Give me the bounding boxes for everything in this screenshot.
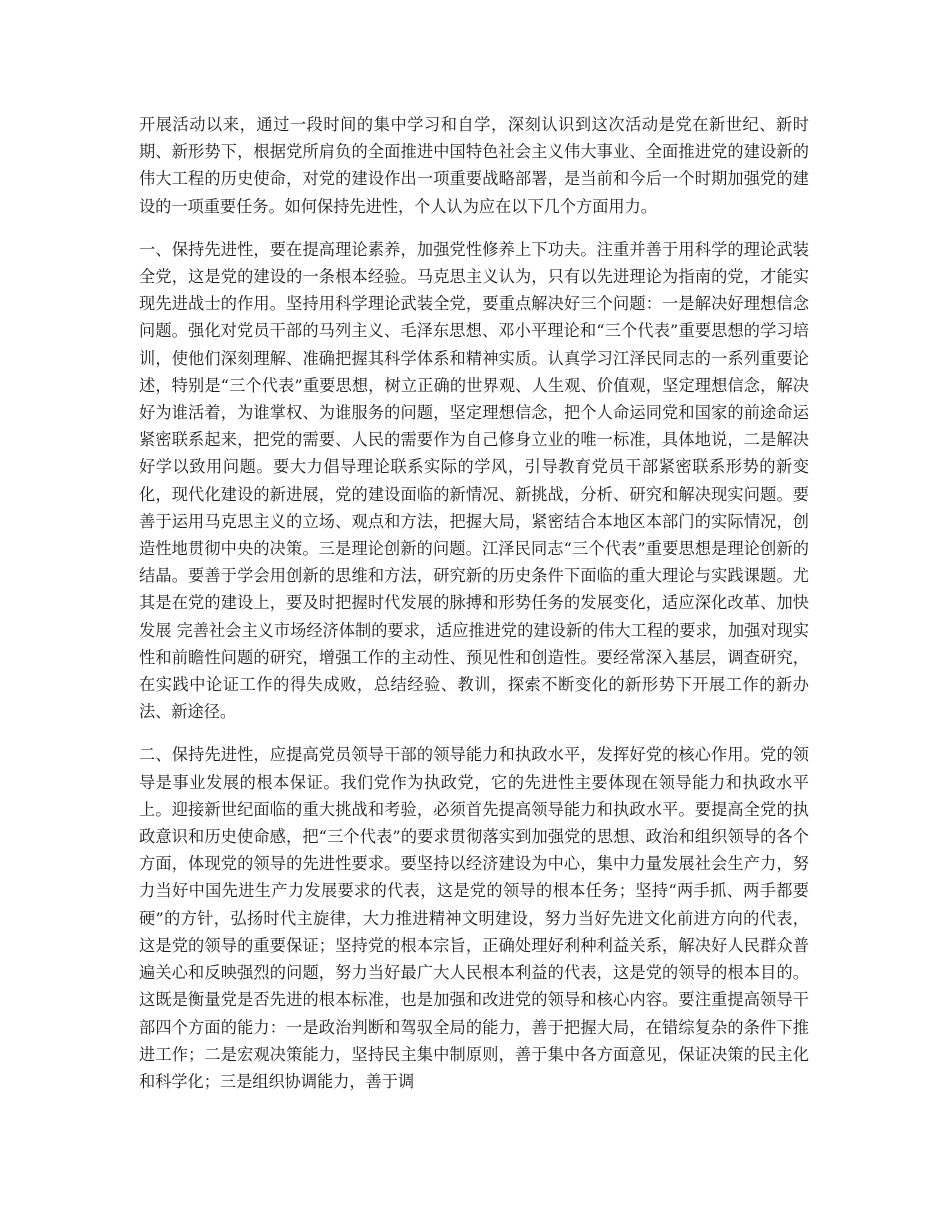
document-page [139,111,809,1111]
section-two-paragraph: 二、保持先进性，应提高党员领导干部的领导能力和执政水平，发挥好党的核心作用。党的领导是事业发展的根本保证。我们党作为执政党，它的先进性主要体现在领导能力和执政水平上。迎接新世纪面临的重大挑战和考验，必须首先提高领导能力和执政水平。要提高全党的执政意识和历史使命感，把“三个代表”的要求贯彻落实到加强党的思想、政治和组织领导的各个方面，体现党的领导的先进性要求。要坚持以经济建设为中心，集中力量发展社会生产力，努力当好中国先进生产力发展要求的代表，这是党的领导的根本任务；坚持“两手抓、两手都要硬”的方针，弘扬时代主旋律，大力推进精神文明建设，努力当好先进文化前进方向的代表，这是党的领导的重要保证；坚持党的根本宗旨，正确处理好利种利益关系，解决好人民群众普遍关心和反映强烈的问题，努力当好最广大人民根本利益的代表，这是党的领导的根本目的。这既是衡量党是否先进的根本标准，也是加强和改进党的领导和核心内容。要注重提高领导干部四个方面的能力：一是政治判断和驾驭全局的能力，善于把握大局，在错综复杂的条件下推进工作；二是宏观决策能力，坚持民主集中制原则，善于集中各方面意见，保证决策的民主化和科学化；三是组织协调能力，善于调 [139,745,809,1091]
section-one-paragraph: 一、保持先进性，要在提高理论素养，加强党性修养上下功夫。注重并善于用科学的理论武装全党，这是党的建设的一条根本经验。马克思主义认为，只有以先进理论为指南的党，才能实现先进战士的作用。坚持用科学理论武装全党，要重点解决好三个问题：一是解决好理想信念问题。强化对党员干部的马列主义、毛泽东思想、邓小平理论和“三个代表”重要思想的学习培训，使他们深刻理解、准确把握其科学体系和精神实质。认真学习江泽民同志的一系列重要论述，特别是“三个代表”重要思想，树立正确的世界观、人生观、价值观，坚定理想信念，解决好为谁活着，为谁掌权、为谁服务的问题，坚定理想信念，把个人命运同党和国家的前途命运紧密联系起来，把党的需要、人民的需要作为自己修身立业的唯一标准，具体地说，二是解决好学以致用问题。要大力倡导理论联系实际的学风，引导教育党员干部紧密联系形势的新变化，现代化建设的新进展，党的建设面临的新情况、新挑战，分析、研究和解决现实问题。要善于运用马克思主义的立场、观点和方法，把握大局，紧密结合本地区本部门的实际情况，创造性地贯彻中央的决策。三是理论创新的问题。江泽民同志“三个代表”重要思想是理论创新的结晶。要善于学会用创新的思维和方法，研究新的历史条件下面临的重大理论与实践课题。尤其是在党的建设上，要及时把握时代发展的脉搏和形势任务的发展变化，适应深化改革、加快发展 完善社会主义市场经济体制的要求，适应推进党的建设新的伟大工程的要求，加强对现实性和前瞻性问题的研究，增强工作的主动性、预见性和创造性。要经常深入基层，调查研究，在实践中论证工作的得失成败，总结经验、教训，探索不断变化的新形势下开展工作的新办法、新途径。 [139,239,809,722]
intro-paragraph: 开展活动以来，通过一段时间的集中学习和自学，深刻认识到这次活动是党在新世纪、新时期、新形势下，根据党所肩负的全面推进中国特色社会主义伟大事业、全面推进党的建设新的伟大工程的历史使命，对党的建设作出一项重要战略部署，是当前和今后一个时期加强党的建设的一项重要任务。如何保持先进性，个人认为应在以下几个方面用力。 [139,115,809,216]
